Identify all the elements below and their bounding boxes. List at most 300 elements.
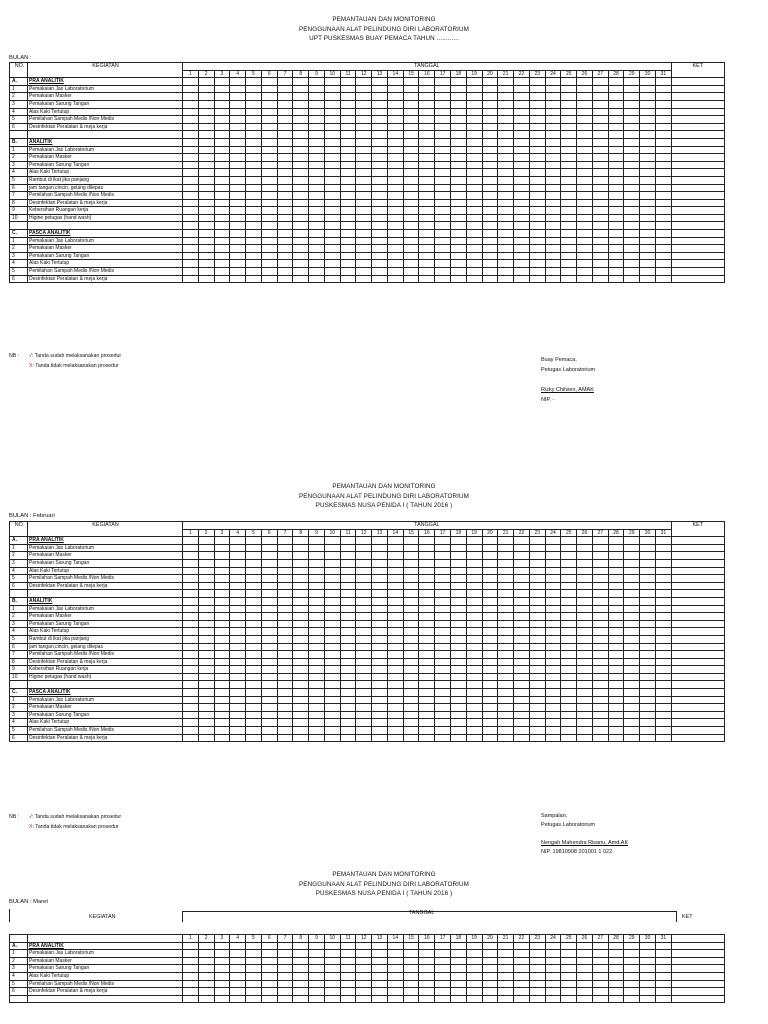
day-cell: [277, 245, 293, 253]
day-cell: [403, 942, 419, 950]
day-cell: [498, 268, 514, 276]
day-cell: [655, 704, 671, 712]
no-cell: [10, 590, 28, 598]
kegiatan-header: KEGIATAN: [28, 63, 183, 78]
day-header: 11: [340, 70, 356, 78]
day-cell: [372, 184, 388, 192]
day-cell: [419, 184, 435, 192]
day-cell: [324, 643, 340, 651]
day-cell: [435, 154, 451, 162]
day-cell: [277, 635, 293, 643]
day-cell: [514, 658, 530, 666]
day-cell: [640, 237, 656, 245]
day-cell: [340, 252, 356, 260]
day-cell: [498, 704, 514, 712]
day-cell: [529, 275, 545, 283]
day-cell: [624, 192, 640, 200]
day-cell: [529, 192, 545, 200]
day-header: 18: [451, 70, 467, 78]
day-cell: [655, 184, 671, 192]
day-cell: [261, 260, 277, 268]
day-cell: [372, 161, 388, 169]
day-cell: [261, 942, 277, 950]
day-cell: [482, 537, 498, 545]
activity-label: Alas Kaki Tertutup: [28, 628, 183, 636]
day-cell: [387, 613, 403, 621]
day-cell: [293, 559, 309, 567]
day-cell: [592, 734, 608, 742]
ket-cell: [671, 123, 724, 131]
day-cell: [561, 957, 577, 965]
day-cell: [230, 116, 246, 124]
day-cell: [561, 582, 577, 590]
day-cell: [545, 192, 561, 200]
day-cell: [198, 252, 214, 260]
day-cell: [261, 957, 277, 965]
day-cell: [340, 192, 356, 200]
day-cell: [608, 108, 624, 116]
day-cell: [482, 666, 498, 674]
ket-cell: [671, 184, 724, 192]
day-cell: [403, 673, 419, 681]
row-number: 10: [10, 214, 28, 222]
day-cell: [466, 78, 482, 86]
day-cell: [529, 575, 545, 583]
spacer-row: [10, 681, 725, 689]
day-cell: [514, 192, 530, 200]
day-cell: [309, 635, 325, 643]
kegiatan-header: KEGIATAN: [28, 522, 183, 537]
day-cell: [466, 100, 482, 108]
day-cell: [246, 131, 262, 139]
ket-cell: [671, 245, 724, 253]
day-cell: [419, 727, 435, 735]
day-cell: [309, 252, 325, 260]
day-cell: [561, 696, 577, 704]
day-cell: [387, 681, 403, 689]
day-cell: [655, 567, 671, 575]
day-cell: [577, 260, 593, 268]
day-cell: [529, 184, 545, 192]
day-cell: [214, 154, 230, 162]
day-header: 27: [592, 529, 608, 537]
day-cell: [608, 567, 624, 575]
day-cell: [309, 628, 325, 636]
day-cell: [387, 980, 403, 988]
day-cell: [356, 245, 372, 253]
day-cell: [545, 734, 561, 742]
tanggal-header: TANGGAL: [183, 63, 672, 71]
day-cell: [403, 176, 419, 184]
day-cell: [261, 169, 277, 177]
day-cell: [561, 537, 577, 545]
day-cell: [198, 689, 214, 697]
day-cell: [183, 658, 199, 666]
day-cell: [624, 230, 640, 238]
day-cell: [514, 214, 530, 222]
day-cell: [466, 681, 482, 689]
day-cell: [261, 108, 277, 116]
day-cell: [261, 222, 277, 230]
day-cell: [655, 711, 671, 719]
day-cell: [514, 161, 530, 169]
day-cell: [324, 537, 340, 545]
ket-cell: [671, 658, 724, 666]
day-cell: [624, 222, 640, 230]
day-cell: [529, 161, 545, 169]
row-number: 7: [10, 192, 28, 200]
day-cell: [277, 689, 293, 697]
day-cell: [577, 230, 593, 238]
day-header: 1: [183, 935, 199, 943]
day-header: 19: [466, 529, 482, 537]
day-cell: [577, 613, 593, 621]
nb-label: NB :: [9, 353, 20, 359]
day-cell: [466, 161, 482, 169]
day-cell: [356, 972, 372, 980]
day-cell: [261, 628, 277, 636]
day-cell: [435, 108, 451, 116]
day-cell: [529, 727, 545, 735]
section-name: PRA ANALITIK: [28, 942, 183, 950]
day-cell: [293, 567, 309, 575]
monitoring-table: [9, 934, 725, 1003]
day-cell: [466, 965, 482, 973]
activity-label: Rambut di ikat jika panjang: [28, 635, 183, 643]
day-cell: [435, 734, 451, 742]
day-cell: [655, 942, 671, 950]
day-cell: [340, 184, 356, 192]
day-cell: [403, 972, 419, 980]
day-header: 2: [198, 935, 214, 943]
day-cell: [498, 552, 514, 560]
day-cell: [214, 252, 230, 260]
day-cell: [419, 559, 435, 567]
day-cell: [356, 620, 372, 628]
day-cell: [183, 154, 199, 162]
day-cell: [529, 711, 545, 719]
day-header: 2: [198, 70, 214, 78]
day-cell: [214, 942, 230, 950]
ket-cell: [671, 138, 724, 146]
no-cell: [10, 935, 28, 943]
day-cell: [230, 605, 246, 613]
day-cell: [529, 651, 545, 659]
day-cell: [466, 957, 482, 965]
day-cell: [624, 696, 640, 704]
day-cell: [466, 222, 482, 230]
day-cell: [624, 673, 640, 681]
day-cell: [261, 85, 277, 93]
day-cell: [655, 972, 671, 980]
table-row: [10, 552, 725, 560]
day-cell: [529, 995, 545, 1003]
day-cell: [655, 123, 671, 131]
day-cell: [183, 696, 199, 704]
day-cell: [387, 559, 403, 567]
day-cell: [451, 734, 467, 742]
day-cell: [529, 597, 545, 605]
day-cell: [419, 100, 435, 108]
day-cell: [324, 559, 340, 567]
day-cell: [324, 620, 340, 628]
day-cell: [482, 689, 498, 697]
day-cell: [608, 988, 624, 996]
day-cell: [514, 582, 530, 590]
day-cell: [324, 689, 340, 697]
day-cell: [482, 980, 498, 988]
day-cell: [419, 643, 435, 651]
day-cell: [419, 689, 435, 697]
day-cell: [529, 559, 545, 567]
row-number: 2: [10, 245, 28, 253]
day-cell: [403, 613, 419, 621]
table-row: [10, 957, 725, 965]
day-cell: [529, 719, 545, 727]
day-cell: [198, 582, 214, 590]
day-cell: [466, 199, 482, 207]
day-cell: [498, 597, 514, 605]
day-cell: [277, 666, 293, 674]
day-cell: [561, 575, 577, 583]
day-cell: [577, 116, 593, 124]
ket-cell: [671, 268, 724, 276]
day-cell: [592, 230, 608, 238]
day-cell: [277, 643, 293, 651]
day-cell: [230, 93, 246, 101]
day-cell: [324, 123, 340, 131]
kegiatan-header: KEGIATAN: [89, 914, 116, 920]
day-cell: [340, 995, 356, 1003]
day-cell: [435, 995, 451, 1003]
day-cell: [198, 222, 214, 230]
day-cell: [309, 727, 325, 735]
day-cell: [545, 613, 561, 621]
day-cell: [451, 658, 467, 666]
day-cell: [577, 78, 593, 86]
row-number: 2: [10, 704, 28, 712]
day-cell: [577, 995, 593, 1003]
day-cell: [451, 544, 467, 552]
day-cell: [183, 666, 199, 674]
day-cell: [545, 957, 561, 965]
day-cell: [277, 696, 293, 704]
ket-cell: [671, 214, 724, 222]
day-cell: [198, 704, 214, 712]
day-cell: [561, 613, 577, 621]
day-cell: [293, 169, 309, 177]
day-cell: [356, 635, 372, 643]
day-cell: [624, 184, 640, 192]
day-cell: [545, 980, 561, 988]
day-cell: [529, 681, 545, 689]
day-cell: [183, 582, 199, 590]
day-cell: [640, 245, 656, 253]
day-cell: [309, 559, 325, 567]
day-cell: [277, 108, 293, 116]
day-cell: [387, 597, 403, 605]
day-cell: [577, 544, 593, 552]
form-title: [0, 15, 768, 44]
day-cell: [514, 567, 530, 575]
day-cell: [198, 275, 214, 283]
day-cell: [640, 78, 656, 86]
day-cell: [592, 184, 608, 192]
day-cell: [356, 950, 372, 958]
ket-cell: [671, 222, 724, 230]
day-cell: [419, 704, 435, 712]
day-header: 13: [372, 935, 388, 943]
bulan-label: BULAN : Februari: [9, 513, 55, 519]
day-cell: [356, 734, 372, 742]
day-cell: [608, 689, 624, 697]
day-cell: [198, 673, 214, 681]
day-cell: [419, 230, 435, 238]
day-cell: [514, 108, 530, 116]
section-row: [10, 689, 725, 697]
day-cell: [624, 559, 640, 567]
day-cell: [372, 658, 388, 666]
day-cell: [372, 980, 388, 988]
day-cell: [419, 590, 435, 598]
monitoring-table: [9, 62, 725, 283]
day-cell: [655, 559, 671, 567]
day-cell: [655, 696, 671, 704]
day-cell: [277, 965, 293, 973]
day-cell: [466, 658, 482, 666]
day-cell: [246, 681, 262, 689]
activity-label: Pemilahan Sampah Medis /Non Medis: [28, 268, 183, 276]
day-cell: [324, 988, 340, 996]
day-cell: [372, 575, 388, 583]
day-cell: [214, 559, 230, 567]
day-cell: [482, 184, 498, 192]
table-row: [10, 184, 725, 192]
day-cell: [230, 597, 246, 605]
day-cell: [356, 207, 372, 215]
day-header: 23: [529, 70, 545, 78]
row-number: 3: [10, 711, 28, 719]
day-cell: [293, 727, 309, 735]
day-cell: [419, 635, 435, 643]
day-cell: [466, 635, 482, 643]
day-cell: [198, 942, 214, 950]
day-cell: [387, 727, 403, 735]
day-cell: [592, 575, 608, 583]
row-number: 5: [10, 575, 28, 583]
cross-mark-icon: X: [29, 824, 33, 830]
row-number: 3: [10, 100, 28, 108]
day-cell: [482, 719, 498, 727]
day-cell: [198, 176, 214, 184]
day-cell: [640, 567, 656, 575]
day-cell: [608, 605, 624, 613]
day-cell: [340, 673, 356, 681]
table-row: [10, 161, 725, 169]
activity-label: Pemakaian Masker: [28, 93, 183, 101]
day-cell: [230, 988, 246, 996]
day-cell: [466, 154, 482, 162]
day-cell: [608, 199, 624, 207]
day-cell: [608, 230, 624, 238]
day-cell: [324, 590, 340, 598]
day-cell: [545, 673, 561, 681]
day-header: 10: [324, 935, 340, 943]
day-cell: [198, 711, 214, 719]
day-cell: [624, 666, 640, 674]
day-cell: [277, 704, 293, 712]
activity-label: Pemakaian Sarung Tangan: [28, 711, 183, 719]
notes: [9, 351, 121, 371]
day-cell: [230, 727, 246, 735]
day-cell: [214, 980, 230, 988]
day-cell: [261, 689, 277, 697]
day-cell: [529, 100, 545, 108]
activity-label: Desinfektan Peralatan & meja kerja: [28, 988, 183, 996]
row-number: 6: [10, 275, 28, 283]
day-cell: [482, 575, 498, 583]
day-cell: [451, 131, 467, 139]
day-cell: [230, 995, 246, 1003]
day-cell: [419, 673, 435, 681]
day-cell: [356, 658, 372, 666]
day-cell: [466, 696, 482, 704]
day-cell: [198, 85, 214, 93]
day-cell: [198, 245, 214, 253]
day-cell: [340, 138, 356, 146]
table-row: [10, 988, 725, 996]
day-cell: [514, 643, 530, 651]
day-cell: [387, 222, 403, 230]
day-cell: [577, 138, 593, 146]
day-cell: [214, 268, 230, 276]
day-cell: [435, 207, 451, 215]
activity-label: Pemakaian Jas Laboratorium: [28, 237, 183, 245]
day-cell: [640, 131, 656, 139]
day-cell: [230, 85, 246, 93]
day-cell: [277, 78, 293, 86]
day-cell: [451, 988, 467, 996]
day-cell: [293, 628, 309, 636]
day-cell: [624, 123, 640, 131]
day-cell: [293, 260, 309, 268]
day-cell: [498, 673, 514, 681]
day-cell: [561, 237, 577, 245]
day-cell: [624, 85, 640, 93]
day-cell: [608, 260, 624, 268]
day-cell: [451, 995, 467, 1003]
day-cell: [261, 727, 277, 735]
day-cell: [403, 146, 419, 154]
day-header: 24: [545, 935, 561, 943]
day-cell: [387, 138, 403, 146]
day-cell: [403, 199, 419, 207]
day-cell: [451, 704, 467, 712]
ket-cell: [671, 108, 724, 116]
day-cell: [608, 537, 624, 545]
day-cell: [403, 245, 419, 253]
day-cell: [261, 154, 277, 162]
day-cell: [183, 995, 199, 1003]
day-cell: [356, 275, 372, 283]
day-cell: [498, 146, 514, 154]
day-cell: [309, 245, 325, 253]
day-cell: [246, 169, 262, 177]
day-cell: [403, 567, 419, 575]
day-cell: [592, 93, 608, 101]
day-cell: [277, 988, 293, 996]
day-cell: [451, 176, 467, 184]
